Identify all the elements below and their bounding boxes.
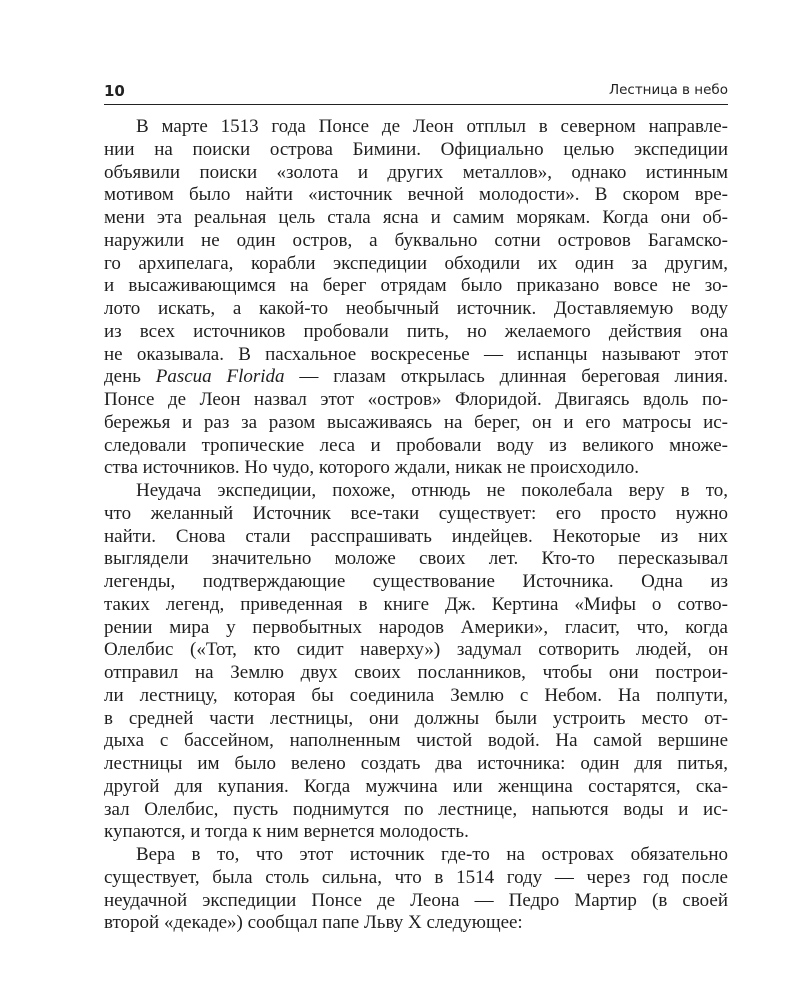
paragraph bbox=[104, 116, 728, 480]
text-line: ства источников. Но чудо, которого ждали, никак не происходило. bbox=[104, 457, 639, 479]
text-line: что желанный Источник все-таки существует: его просто нужно bbox=[104, 502, 728, 524]
text-line: нии на поиски острова Бимини. Официально целью экспедиции bbox=[104, 138, 728, 160]
text-line: Олелбис («Тот, кто сидит наверху») задумал сотворить людей, он bbox=[104, 639, 728, 661]
text-line: В марте 1513 года Понсе де Леон отплыл в северном направле- bbox=[136, 116, 728, 137]
text-line: легенды, подтверждающие существование Источника. Одна из bbox=[104, 571, 728, 592]
text-line: ли лестницу, которая бы соединила Землю с Небом. На полпути, bbox=[104, 684, 728, 706]
text-line: второй «декаде») сообщал папе Льву X следующее: bbox=[104, 912, 523, 934]
text-segment: — глазам открылась длинная береговая линия. bbox=[284, 366, 728, 388]
text-line bbox=[104, 366, 728, 389]
text-line: лестницы им было велено создать два источника: один для питья, bbox=[104, 753, 728, 774]
text-line: го архипелага, корабли экспедиции обходили их один за другим, bbox=[104, 252, 728, 274]
paragraph bbox=[104, 480, 728, 844]
text-line: купаются, и тогда к ним вернется молодость. bbox=[104, 821, 469, 843]
text-line: объявили поиски «золота и других металлов», однако истинным bbox=[104, 161, 728, 183]
italic-term: Pascua Florida bbox=[155, 366, 285, 388]
text-segment: день bbox=[104, 366, 156, 388]
text-line: Вера в то, что этот источник где-то на островах обязательно bbox=[136, 844, 728, 865]
text-line: из всех источников пробовали пить, но желаемого действия она bbox=[104, 320, 728, 342]
text-line: неудачной экспедиции Понсе де Леона — Педро Мартир (в своей bbox=[104, 889, 728, 911]
text-line: отправил на Землю двух своих посланников, чтобы они построи- bbox=[104, 662, 728, 683]
text-line: другой для купания. Когда мужчина или женщина состарятся, ска- bbox=[104, 775, 728, 797]
text-line: лото искать, а какой-то необычный источник. Доставляемую воду bbox=[104, 298, 728, 319]
text-line: дыха с бассейном, наполненным чистой водой. На самой вершине bbox=[104, 730, 728, 752]
text-line: рении мира у первобытных народов Америки», гласит, что, когда bbox=[104, 616, 728, 638]
text-line: зал Олелбис, пусть поднимутся по лестнице, напьются воды и ис- bbox=[104, 798, 728, 820]
text-line: в средней части лестницы, они должны были устроить место от- bbox=[104, 707, 728, 729]
text-line: существует, была столь сильна, что в 1514 году — через год после bbox=[104, 866, 728, 888]
text-line: таких легенд, приведенная в книге Дж. Кертина «Мифы о сотво- bbox=[104, 593, 728, 615]
text-line: следовали тропические леса и пробовали воду из великого множе- bbox=[104, 434, 728, 456]
text-line: бережья и раз за разом высаживаясь на берег, он и его матросы ис- bbox=[104, 411, 728, 433]
page-number: 10 bbox=[104, 82, 125, 100]
text-line: не оказывала. В пасхальное воскресенье — испанцы называют этот bbox=[104, 343, 728, 365]
text-line: наружили не один остров, а буквально сотни островов Багамско- bbox=[104, 229, 728, 251]
text-line: выглядели значительно моложе своих лет. Кто-то пересказывал bbox=[104, 548, 728, 570]
running-title: Лестница в небо bbox=[608, 82, 728, 98]
text-line: найти. Снова стали расспрашивать индейцев. Некоторые из них bbox=[104, 525, 728, 547]
text-line: Понсе де Леон назвал этот «остров» Флоридой. Двигаясь вдоль по- bbox=[104, 389, 728, 410]
text-line: мени эта реальная цель стала ясна и самим морякам. Когда они об- bbox=[104, 207, 728, 228]
text-line: и высаживающимся на берег отрядам было приказано вовсе не зо- bbox=[104, 275, 728, 297]
running-header bbox=[104, 82, 728, 105]
body-text bbox=[104, 116, 728, 935]
paragraph bbox=[104, 844, 728, 935]
text-line: мотивом было найти «источник вечной молодости». В скором вре- bbox=[104, 184, 728, 206]
text-line: Неудача экспедиции, похоже, отнюдь не поколебала веру в то, bbox=[136, 480, 728, 501]
